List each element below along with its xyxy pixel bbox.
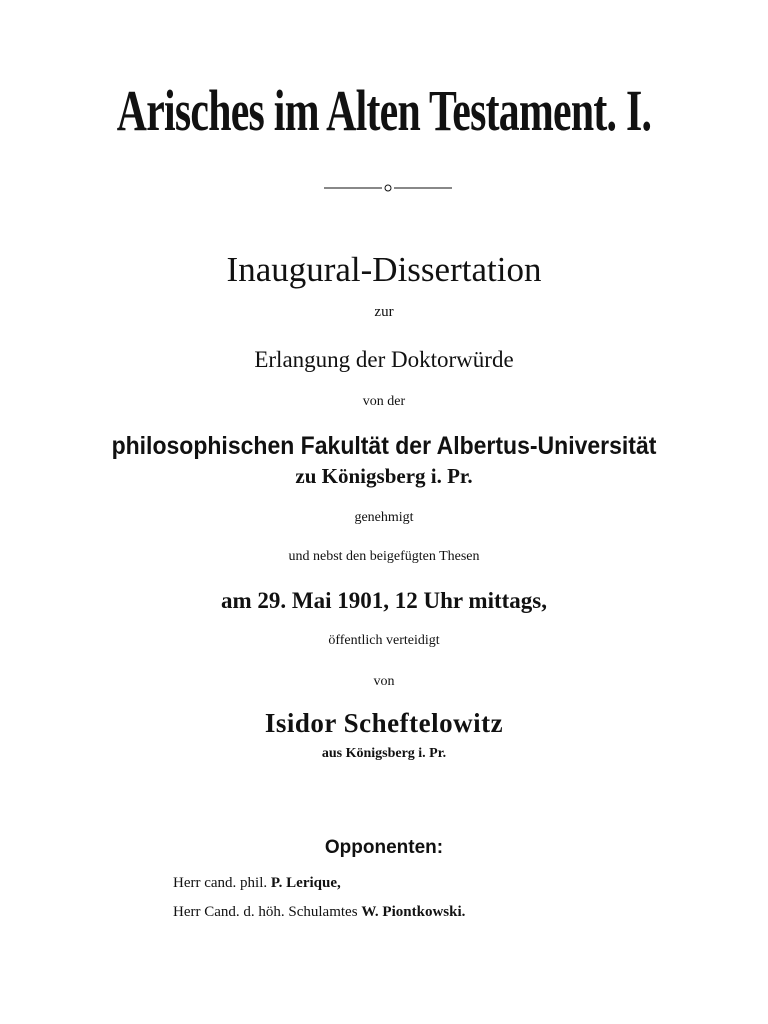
zur-text: zur <box>374 304 394 320</box>
dissertation-heading: Inaugural-Dissertation <box>226 250 542 289</box>
degree-line: Erlangung der Doktorwürde <box>254 347 514 372</box>
opponent-title: Herr cand. phil. <box>173 875 268 891</box>
von-text: von <box>373 674 395 689</box>
faculty-line-2: zu Königsberg i. Pr. <box>295 464 473 488</box>
opponents-heading: Opponenten: <box>324 837 444 858</box>
author-name: Isidor Scheftelowitz <box>264 708 504 738</box>
opponent-name: W. Piontkowski. <box>361 904 466 920</box>
von-der-text: von der <box>362 394 406 409</box>
opponent-entry <box>173 905 465 920</box>
opponent-title: Herr Cand. d. höh. Schulamtes <box>173 904 358 920</box>
ornament-divider-icon <box>324 181 452 195</box>
opponent-entry <box>173 876 341 891</box>
faculty-line-1: philosophischen Fakultät der Albertus-Universität <box>111 432 657 460</box>
author-origin: aus Königsberg i. Pr. <box>321 746 447 761</box>
genehmigt-text: genehmigt <box>354 510 414 525</box>
defense-date: am 29. Mai 1901, 12 Uhr mittags, <box>220 588 548 613</box>
book-title: Arisches im Alten Testament. I. <box>116 78 652 143</box>
oeffentlich-text: öffentlich verteidigt <box>328 633 440 648</box>
opponent-name: P. Lerique, <box>270 875 341 891</box>
thesen-text: und nebst den beigefügten Thesen <box>288 549 480 564</box>
